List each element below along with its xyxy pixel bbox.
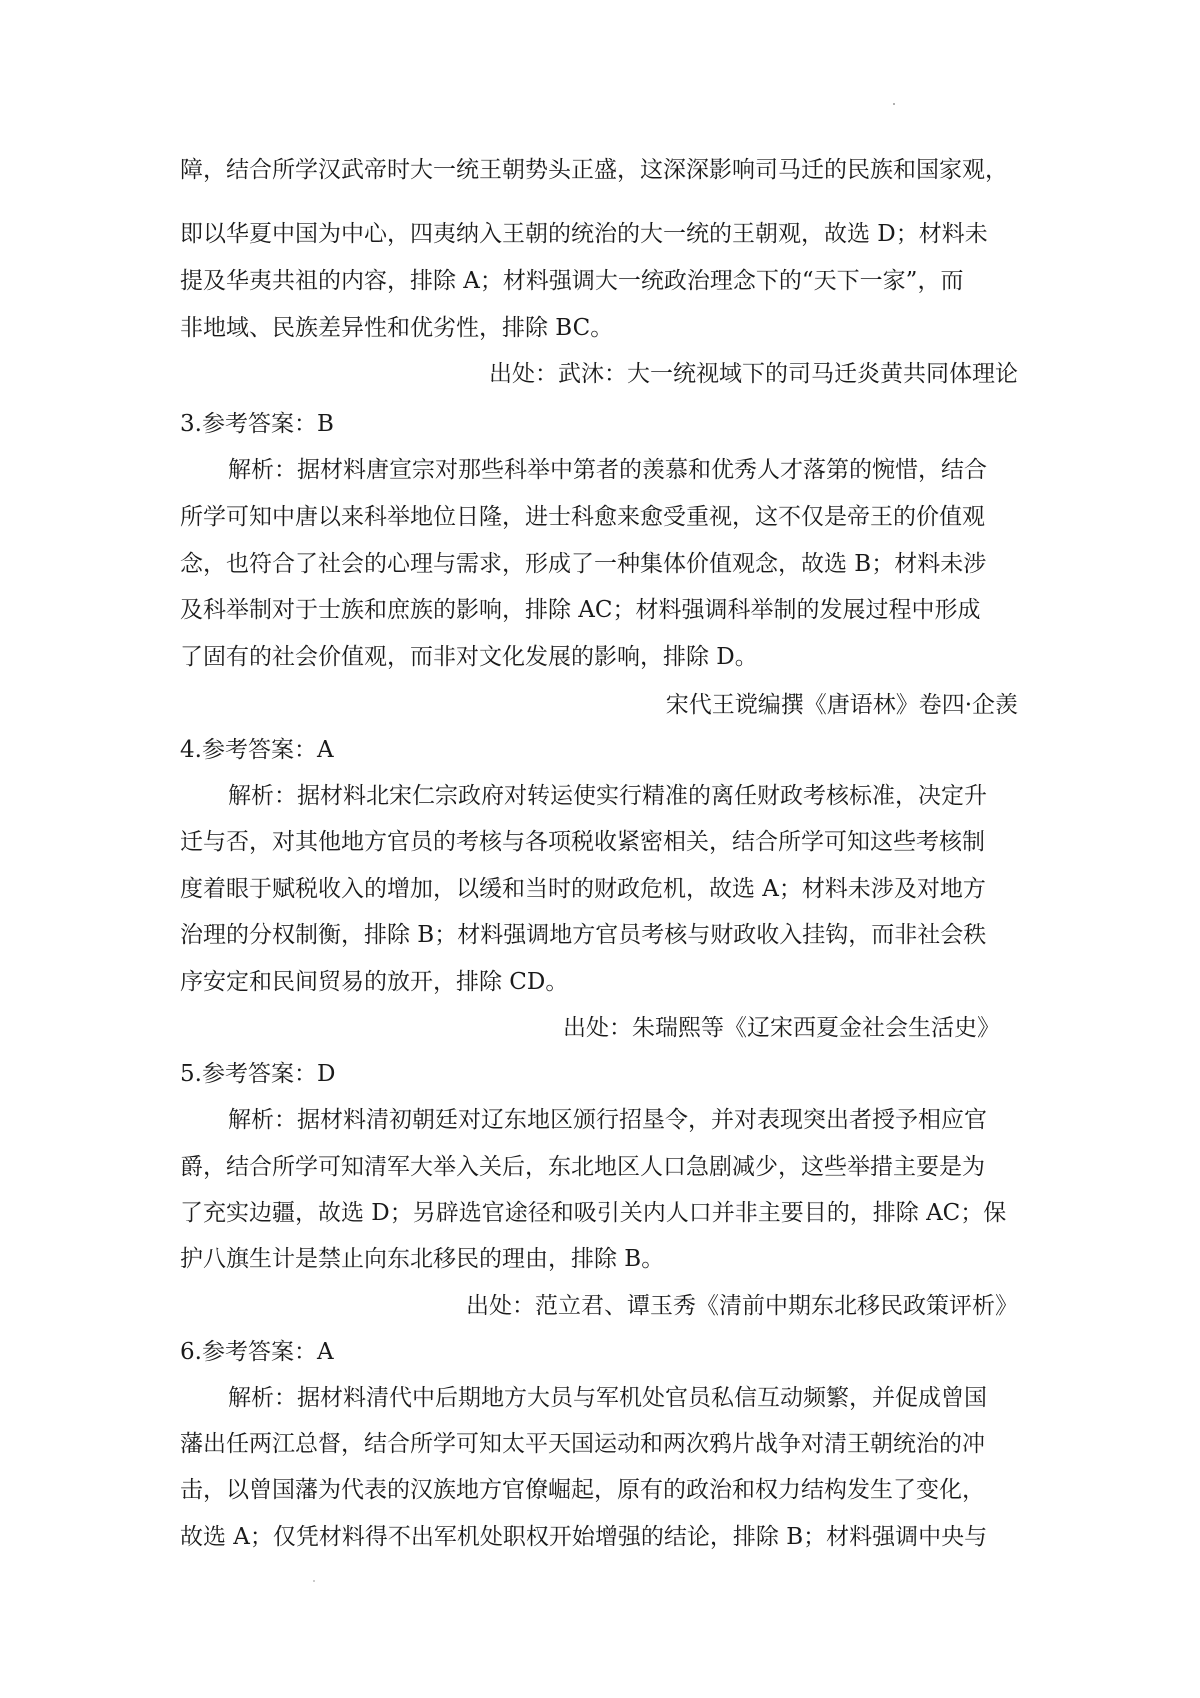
analysis-line: 了充实边疆，故选 D；另辟选官途径和吸引关内人口并非主要目的，排除 AC；保 bbox=[180, 1200, 1007, 1226]
source-citation: 出处：朱瑞熙等《辽宋西夏金社会生活史》 bbox=[563, 1015, 1000, 1041]
source-citation: 出处：范立君、谭玉秀《清前中期东北移民政策评析》 bbox=[466, 1293, 1018, 1319]
answer-heading: 6.参考答案：A bbox=[180, 1339, 334, 1365]
answer-heading: 3.参考答案：B bbox=[180, 411, 334, 437]
analysis-line: 及科举制对于士族和庶族的影响，排除 AC；材料强调科举制的发展过程中形成 bbox=[180, 597, 981, 623]
analysis-line: 所学可知中唐以来科举地位日隆，进士科愈来愈受重视，这不仅是帝王的价值观 bbox=[180, 504, 985, 530]
scan-speck bbox=[313, 1580, 315, 1582]
analysis-line: 念，也符合了社会的心理与需求，形成了一种集体价值观念，故选 B；材料未涉 bbox=[180, 551, 987, 577]
scan-speck bbox=[893, 103, 895, 105]
source-citation: 出处：武沐：大一统视域下的司马迁炎黄共同体理论 bbox=[489, 361, 1018, 387]
answer-heading: 4.参考答案：A bbox=[180, 737, 334, 763]
analysis-line: 度着眼于赋税收入的增加，以缓和当时的财政危机，故选 A；材料未涉及对地方 bbox=[180, 876, 986, 902]
source-citation: 宋代王谠编撰《唐语林》卷四·企羡 bbox=[665, 692, 1018, 718]
analysis-line: 解析：据材料清代中后期地方大员与军机处官员私信互动频繁，并促成曾国 bbox=[228, 1385, 987, 1411]
analysis-line: 故选 A；仅凭材料得不出军机处职权开始增强的结论，排除 B；材料强调中央与 bbox=[180, 1524, 988, 1550]
analysis-line: 迁与否，对其他地方官员的考核与各项税收紧密相关，结合所学可知这些考核制 bbox=[180, 829, 985, 855]
text-line: 提及华夷共祖的内容，排除 A；材料强调大一统政治理念下的“天下一家”，而 bbox=[180, 268, 964, 294]
analysis-line: 藩出任两江总督，结合所学可知太平天国运动和两次鸦片战争对清王朝统治的冲 bbox=[180, 1431, 985, 1457]
analysis-line: 序安定和民间贸易的放开，排除 CD。 bbox=[180, 969, 569, 995]
analysis-line: 爵，结合所学可知清军大举入关后，东北地区人口急剧减少，这些举措主要是为 bbox=[180, 1154, 985, 1180]
analysis-line: 护八旗生计是禁止向东北移民的理由，排除 B。 bbox=[180, 1246, 665, 1272]
analysis-line: 解析：据材料清初朝廷对辽东地区颁行招垦令，并对表现突出者授予相应官 bbox=[228, 1107, 987, 1133]
answer-heading: 5.参考答案：D bbox=[180, 1061, 336, 1087]
text-line: 障，结合所学汉武帝时大一统王朝势头正盛，这深深影响司马迁的民族和国家观， bbox=[180, 157, 1008, 183]
analysis-line: 治理的分权制衡，排除 B；材料强调地方官员考核与财政收入挂钩，而非社会秩 bbox=[180, 922, 987, 948]
analysis-line: 击，以曾国藩为代表的汉族地方官僚崛起，原有的政治和权力结构发生了变化， bbox=[180, 1477, 985, 1503]
text-line: 非地域、民族差异性和优劣性，排除 BC。 bbox=[180, 315, 614, 341]
analysis-line: 解析：据材料唐宣宗对那些科举中第者的羡慕和优秀人才落第的惋惜，结合 bbox=[228, 457, 987, 483]
text-line: 即以华夏中国为中心，四夷纳入王朝的统治的大一统的王朝观，故选 D；材料未 bbox=[180, 221, 988, 247]
analysis-line: 了固有的社会价值观，而非对文化发展的影响，排除 D。 bbox=[180, 644, 758, 670]
analysis-line: 解析：据材料北宋仁宗政府对转运使实行精准的离任财政考核标准，决定升 bbox=[228, 783, 987, 809]
